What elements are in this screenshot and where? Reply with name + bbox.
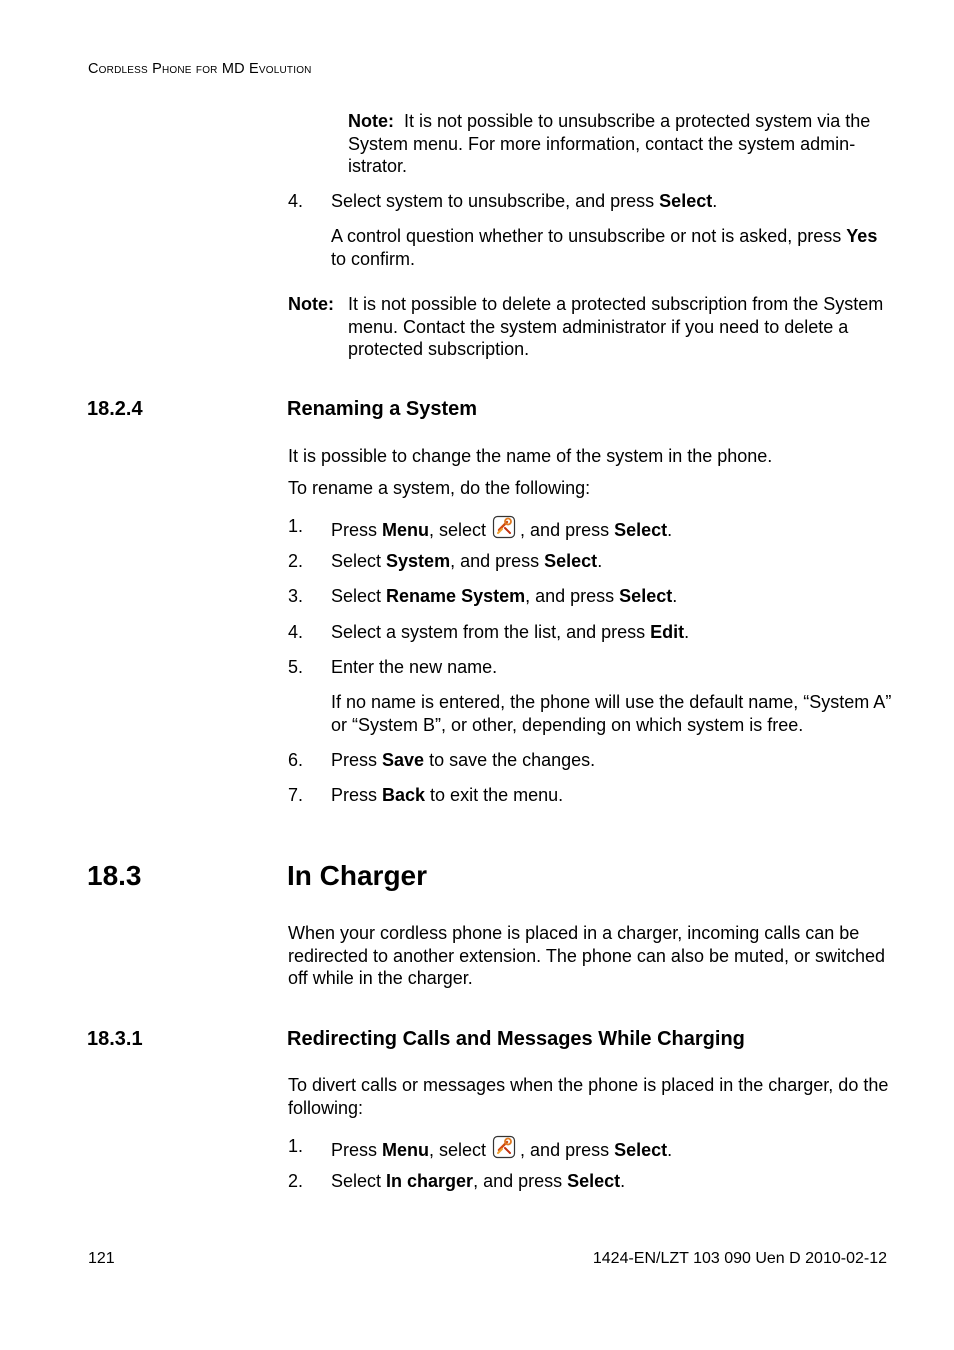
step-number: 1. (288, 1136, 304, 1156)
step-keyword: In charger (386, 1171, 474, 1191)
step-keyword: System (386, 551, 451, 571)
paragraph: When your cordless phone is placed in a charger, incoming calls can be redirected to another extension. The phone can also be muted, or switched off while in the charger. (288, 923, 886, 988)
step-text: , and press (520, 520, 615, 540)
step-text: to save the changes. (424, 750, 596, 770)
step-punct: . (667, 520, 673, 540)
step-1 (331, 1135, 672, 1162)
step-text: Select a system from the list, and press (331, 622, 651, 642)
step-unsubscribe-confirm (331, 225, 896, 270)
step-text: , and press (520, 1140, 615, 1160)
step-text: Select (331, 551, 387, 571)
step-text: , and press (525, 586, 620, 606)
step-unsubscribe-select (331, 190, 717, 213)
step-7 (331, 784, 563, 807)
paragraph: To rename a system, do the following: (288, 478, 591, 498)
step-number: 6. (288, 750, 304, 770)
step-keyword: Menu (382, 1140, 430, 1160)
note-label (288, 293, 334, 316)
step-number: 3. (288, 586, 304, 606)
note-label-text: Note: (288, 294, 334, 314)
paragraph: It is possible to change the name of the system in the phone. (288, 446, 773, 466)
settings-menu-icon (492, 1135, 516, 1159)
settings-menu-icon (492, 515, 516, 539)
step-text: , select (429, 520, 487, 540)
step-keyword: Edit (650, 622, 685, 642)
step-punct: . (712, 191, 718, 211)
chapter-title: In Charger (287, 860, 428, 891)
step-5: Enter the new name. (331, 657, 498, 677)
step-4 (331, 621, 689, 644)
note-label: Note: (348, 111, 394, 131)
step-5-note: If no name is entered, the phone will use the default name, “System A” or “System B”, or other, depending on which system is free. (331, 692, 892, 735)
step-text: Select (331, 1171, 387, 1191)
step-text: to exit the menu. (425, 785, 564, 805)
step-number: 5. (288, 657, 304, 677)
step-keyword: Select (619, 586, 673, 606)
step-number: 4. (288, 191, 304, 211)
step-text: Select (331, 586, 387, 606)
step-text: , and press (450, 551, 545, 571)
step-punct: . (597, 551, 603, 571)
step-number: 7. (288, 785, 304, 805)
section-title: Redirecting Calls and Messages While Charging (287, 1028, 745, 1050)
running-header: Cordless Phone for MD Evolution (88, 61, 312, 77)
step-keyword: Menu (382, 520, 430, 540)
step-number: 4. (288, 622, 304, 642)
chapter-number: 18.3 (87, 860, 142, 891)
step-punct: . (672, 586, 678, 606)
step-keyword: Select (659, 191, 713, 211)
step-keyword: Select (614, 520, 668, 540)
step-text: Press (331, 520, 383, 540)
step-keyword: Select (614, 1140, 668, 1160)
page-number: 121 (88, 1250, 115, 1267)
step-number: 1. (288, 516, 304, 536)
step-text: Press (331, 785, 383, 805)
step-punct: . (684, 622, 690, 642)
step-keyword: Select (544, 551, 598, 571)
note-protected-unsubscribe (348, 110, 898, 178)
step-1 (331, 515, 672, 542)
step-3 (331, 585, 677, 608)
para-text: A control question whether to unsubscribe or not is asked, press (331, 226, 847, 246)
note-text: It is not possible to unsubscribe a protected system via the System menu. For more information, contact the system admin-istrator. (348, 111, 871, 176)
note-protected-delete: It is not possible to delete a protected subscription from the System menu. Contact the system administrator if you need to delete a protected subscription. (348, 294, 884, 359)
step-punct: . (667, 1140, 673, 1160)
para-keyword: Yes (846, 226, 878, 246)
section-number: 18.3.1 (87, 1028, 143, 1050)
step-2 (331, 1170, 625, 1193)
step-number: 2. (288, 1171, 304, 1191)
step-text: , and press (473, 1171, 568, 1191)
step-punct: . (620, 1171, 626, 1191)
document-id: 1424-EN/LZT 103 090 Uen D 2010-02-12 (592, 1250, 887, 1267)
step-text: Press (331, 750, 383, 770)
step-6 (331, 749, 595, 772)
step-keyword: Back (382, 785, 426, 805)
step-text: Select system to unsubscribe, and press (331, 191, 660, 211)
section-number: 18.2.4 (87, 398, 143, 420)
step-2 (331, 550, 602, 573)
section-title: Renaming a System (287, 398, 478, 420)
step-keyword: Rename System (386, 586, 526, 606)
step-keyword: Save (382, 750, 425, 770)
step-keyword: Select (567, 1171, 621, 1191)
step-text: , select (429, 1140, 487, 1160)
para-text: to confirm. (331, 248, 416, 269)
step-text: Press (331, 1140, 383, 1160)
step-number: 2. (288, 551, 304, 571)
paragraph: To divert calls or messages when the phone is placed in the charger, do the following: (288, 1075, 889, 1118)
